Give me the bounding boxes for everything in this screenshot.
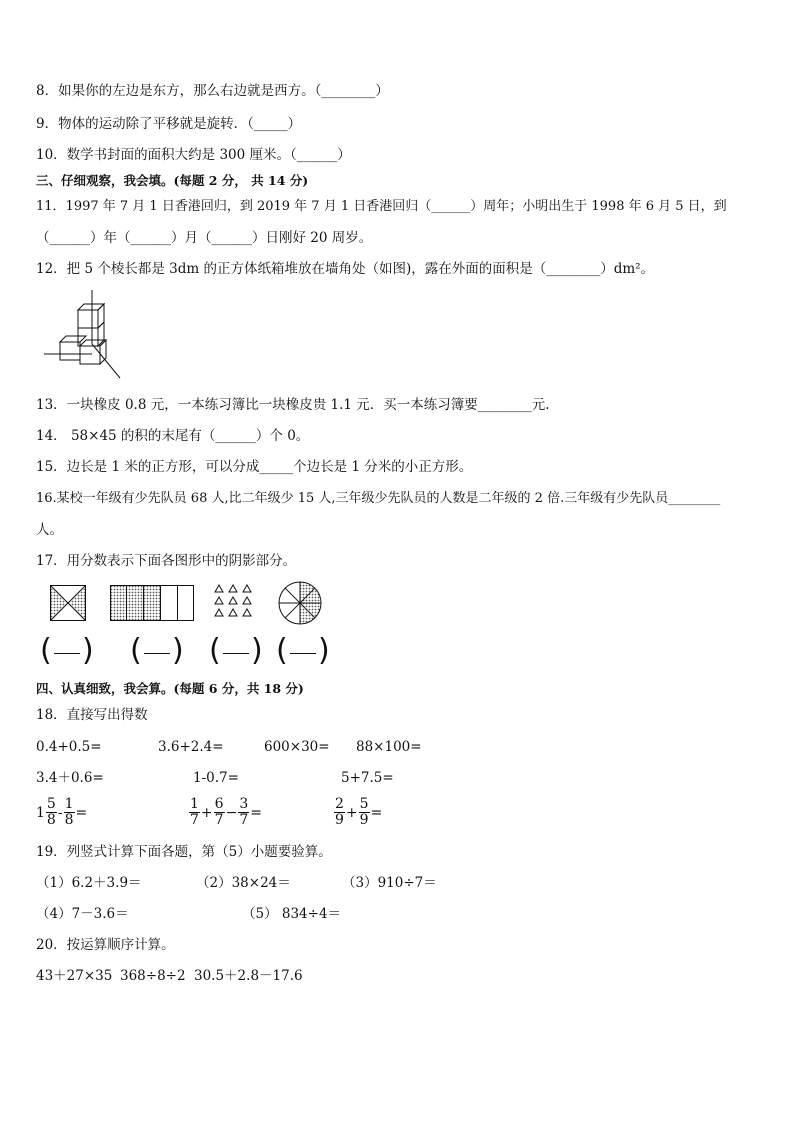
calc-item: 368÷8÷2 <box>120 968 186 984</box>
denominator: 7 <box>190 812 199 828</box>
fraction <box>359 797 370 828</box>
equals: = <box>370 804 383 821</box>
q11-line1: 11．1997 年 7 月 1 日香港回归，到 2019 年 7 月 1 日香港回归（______）周年；小明出生于 1998 年 6 月 5 日，到 <box>36 199 727 214</box>
q15: 15．边长是 1 米的正方形，可以分成_____个边长是 1 分米的小正方形。 <box>36 459 473 475</box>
q11-line2: （______）年（______）月（______）日刚好 20 周岁。 <box>36 230 373 246</box>
denominator: 9 <box>359 812 369 828</box>
answer-blank-2[interactable]: ( ) <box>130 633 184 668</box>
q18-frac-item-1 <box>36 797 87 828</box>
q13: 13．一块橡皮 0.8 元，一本练习簿比一块橡皮贵 1.1 元．买一本练习簿要________元. <box>36 397 550 413</box>
whole-number: 1 <box>36 804 45 821</box>
denominator: 7 <box>214 812 224 828</box>
calc-item: 88×100= <box>356 739 422 755</box>
fraction <box>334 797 345 828</box>
q16-line2: 人。 <box>36 522 63 538</box>
numerator: 1 <box>190 796 199 812</box>
q14: 14． 58×45 的积的末尾有（______）个 0。 <box>36 428 310 444</box>
calc-item: 5+7.5= <box>341 770 394 786</box>
rectangle-strips-figure <box>110 585 194 621</box>
calc-item: （3）910÷7＝ <box>342 875 437 891</box>
triangles-figure <box>213 583 253 619</box>
square-divided-figure <box>50 585 86 621</box>
q17: 17．用分数表示下面各图形中的阴影部分。 <box>36 553 297 569</box>
q16-line1: 16.某校一年级有少先队员 68 人,比二年级少 15 人,三年级少先队员的人数是二年级的 2 倍.三年级有少先队员________ <box>36 491 721 506</box>
section-3-title: 三、仔细观察，我会填。(每题 2 分， 共 14 分) <box>36 173 309 188</box>
calc-item: （4）7－3.6＝ <box>36 906 129 922</box>
calc-item: （2）38×24＝ <box>196 875 291 891</box>
fraction <box>189 797 200 828</box>
fraction <box>46 797 57 828</box>
q18-frac-item-2 <box>188 797 262 828</box>
calc-item: 3.6+2.4= <box>158 739 224 755</box>
q9: 9．物体的运动除了平移就是旋转．（_____） <box>36 116 302 132</box>
numerator: 5 <box>46 796 56 812</box>
equals: = <box>75 804 88 821</box>
answer-blank-4[interactable]: ( ) <box>276 633 330 668</box>
calc-item: 30.5＋2.8－17.6 <box>194 968 303 984</box>
fraction <box>238 797 249 828</box>
operator: − <box>225 804 238 821</box>
cube-stack-figure <box>40 290 130 382</box>
section-4-title: 四、认真细致，我会算。(每题 6 分，共 18 分) <box>36 681 304 696</box>
answer-blank-3[interactable]: ( ) <box>209 633 263 668</box>
calc-item: （1）6.2＋3.9＝ <box>36 875 142 891</box>
calc-item: 0.4+0.5= <box>36 739 102 755</box>
denominator: 8 <box>64 812 74 828</box>
q18: 18．直接写出得数 <box>36 707 148 723</box>
q20: 20．按运算顺序计算。 <box>36 937 175 953</box>
calc-item: 43＋27×35 <box>36 968 113 984</box>
q18-frac-item-3 <box>333 797 382 828</box>
equals: = <box>250 804 262 821</box>
q8: 8．如果你的左边是东方，那么右边就是西方。（________） <box>36 83 389 99</box>
calc-item: 3.4＋0.6= <box>36 770 104 786</box>
denominator: 7 <box>239 812 249 828</box>
calc-item: 1-0.7= <box>193 770 239 786</box>
circle-sectors-figure <box>278 581 322 625</box>
calc-item: （5） 834÷4＝ <box>242 906 342 922</box>
q12: 12．把 5 个棱长都是 3dm 的正方体纸箱堆放在墙角处（如图)，露在外面的面积是（________）dm²。 <box>36 261 655 277</box>
operator: + <box>200 804 213 821</box>
fraction <box>214 797 225 828</box>
operator: - <box>57 804 63 821</box>
q10: 10．数学书封面的面积大约是 300 厘米。（______） <box>36 147 351 163</box>
fraction <box>64 797 75 828</box>
numerator: 3 <box>239 796 249 812</box>
answer-blank-1[interactable]: ( ) <box>40 633 94 668</box>
operator: + <box>345 804 358 821</box>
numerator: 5 <box>359 796 369 812</box>
q19: 19．列竖式计算下面各题，第（5）小题要验算。 <box>36 844 332 860</box>
numerator: 2 <box>335 796 344 812</box>
numerator: 6 <box>214 796 224 812</box>
numerator: 1 <box>64 796 74 812</box>
denominator: 9 <box>335 812 344 828</box>
calc-item: 600×30= <box>264 739 330 755</box>
denominator: 8 <box>46 812 56 828</box>
